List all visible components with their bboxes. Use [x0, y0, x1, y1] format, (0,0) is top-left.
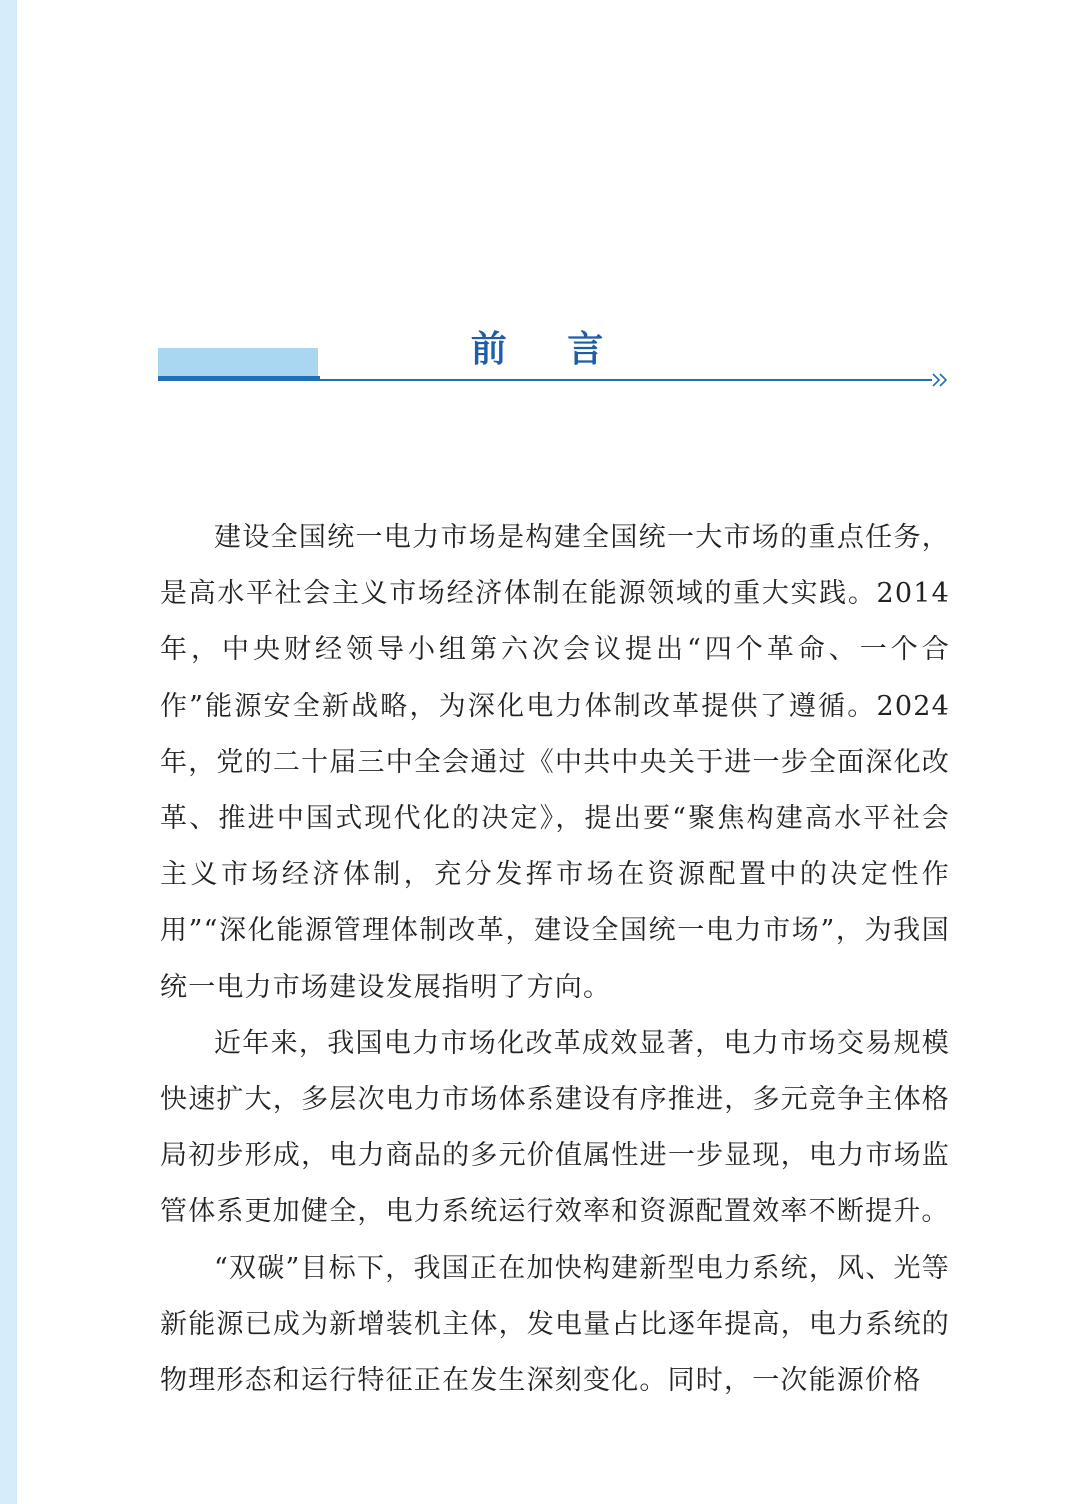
heading-rule-thick: [158, 376, 320, 381]
paragraph: 建设全国统一电力市场是构建全国统一大市场的重点任务，是高水平社会主义市场经济体制在能源领域的重大实践。2014 年，中央财经领导小组第六次会议提出“四个革命、一个合作”能源安全新战略，为深化电力体制改革提供了遵循。2024 年，党的二十届三中全会通过《中共中央关于进一步全面深化改革、推进中国式现代化的决定》，提出要“聚焦构建高水平社会主义市场经济体制，充分发挥市场在资源配置中的决定性作用”“深化能源管理体制改革，建设全国统一电力市场”，为我国统一电力市场建设发展指明了方向。: [160, 522, 950, 1003]
paragraph: 近年来，我国电力市场化改革成效显著，电力市场交易规模快速扩大，多层次电力市场体系建设有序推进，多元竞争主体格局初步形成，电力商品的多元价值属性进一步显现，电力市场监管体系更加健全，电力系统运行效率和资源配置效率不断提升。: [160, 1027, 950, 1228]
heading-rule: [316, 379, 932, 381]
side-color-strip: [0, 0, 17, 1504]
paragraph: “双碳”目标下，我国正在加快构建新型电力系统，风、光等新能源已成为新增装机主体，发电量占比逐年提高，电力系统的物理形态和运行特征正在发生深刻变化。同时，一次能源价格: [160, 1252, 950, 1397]
double-chevron-right-icon: [930, 369, 952, 391]
page-title: 前 言: [470, 328, 628, 370]
section-heading: [0, 322, 1080, 382]
preface-body: [160, 510, 950, 1409]
heading-decor-block: [158, 348, 318, 379]
